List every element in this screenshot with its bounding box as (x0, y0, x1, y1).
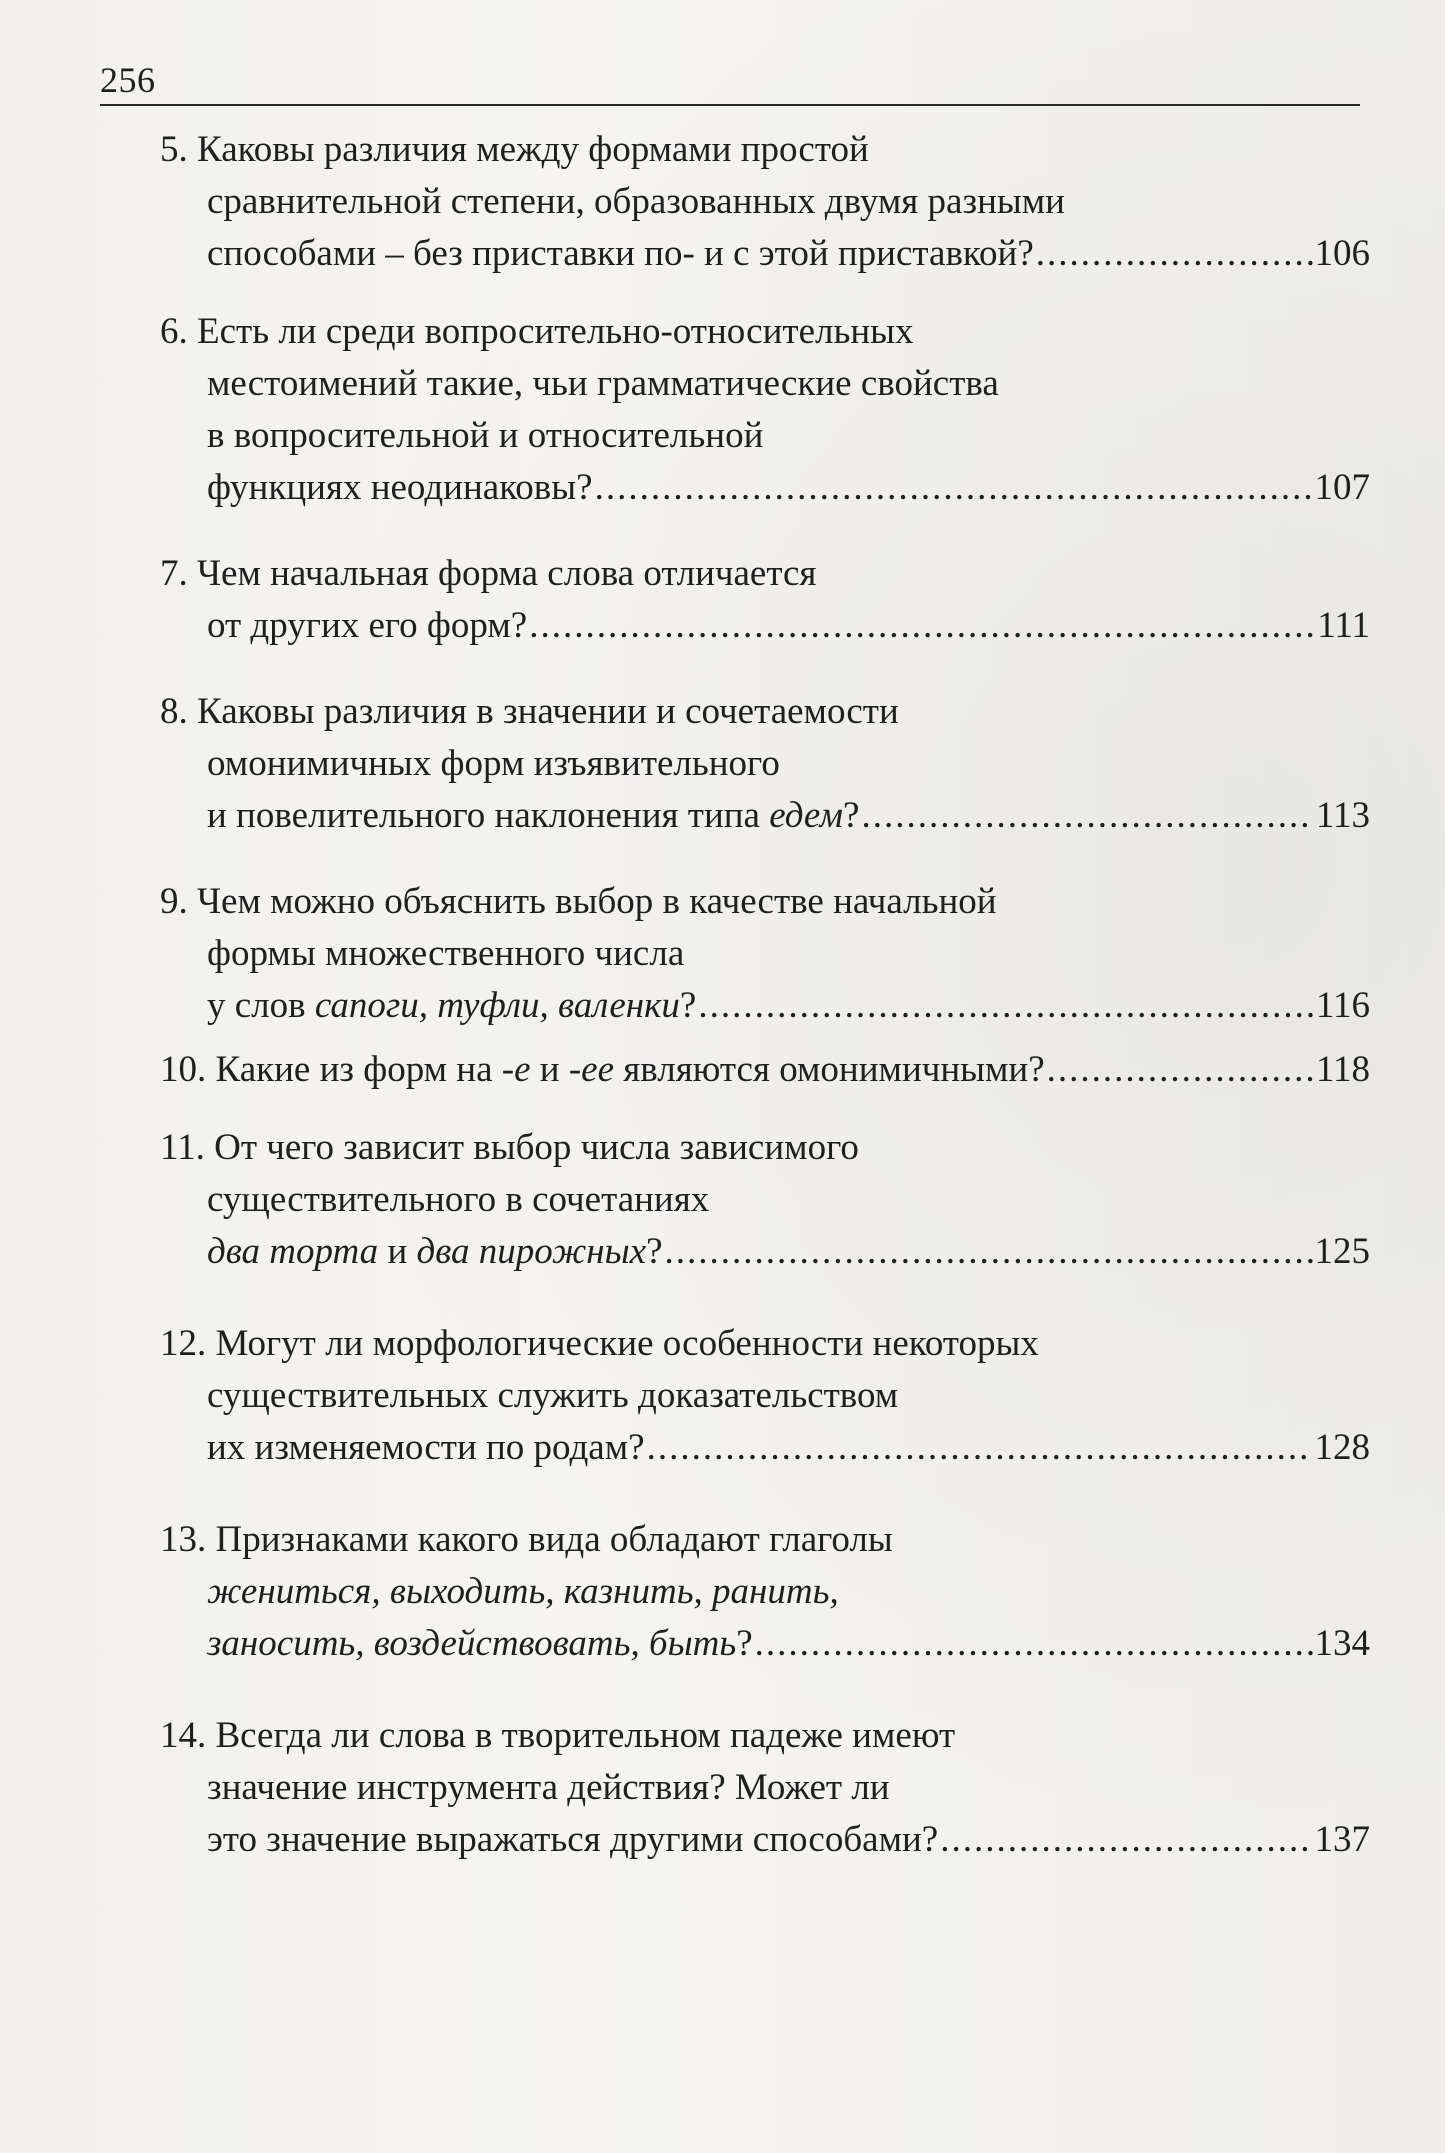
toc-page-ref: 113 (1315, 795, 1370, 836)
toc-text: ? (736, 1623, 753, 1664)
toc-example-word: жениться, выходить, казнить, ранить, (207, 1571, 839, 1612)
toc-page-ref: 118 (1315, 1049, 1370, 1090)
toc-entry-line: это значение выражаться другими способами? (207, 1819, 939, 1860)
dot-leader (755, 1618, 1313, 1670)
toc-example-word: -е (501, 1049, 531, 1090)
dot-leader (861, 790, 1313, 842)
toc-text: ? (646, 1231, 663, 1272)
toc-entry-last-line (160, 600, 1370, 652)
toc-entry (160, 306, 1370, 514)
toc-page-ref: 106 (1314, 233, 1370, 274)
toc-entry-last-line (160, 1618, 1370, 1670)
toc-entry-last-line (160, 1814, 1370, 1866)
toc-entry-line: 12. Могут ли морфологические особенности некоторых (160, 1323, 1039, 1364)
toc-entry-line: функциях неодинаковы? (207, 467, 593, 508)
toc-entry-line: 11. От чего зависит выбор числа зависимого (160, 1127, 859, 1168)
toc-entry (160, 1122, 1370, 1278)
toc-entry-line: существительного в сочетаниях (207, 1179, 710, 1220)
toc-entry-line: 8. Каковы различия в значении и сочетаемости (160, 691, 899, 732)
table-of-contents (160, 124, 1370, 1866)
toc-page-ref: 128 (1314, 1427, 1370, 1468)
dot-leader (1047, 1044, 1314, 1096)
toc-text: и (530, 1049, 569, 1090)
toc-text: ? (843, 795, 860, 836)
toc-entry-line: 9. Чем можно объяснить выбор в качестве начальной (160, 881, 997, 922)
toc-entry (160, 876, 1370, 1032)
page-header (100, 52, 1360, 106)
toc-entry-line: 5. Каковы различия между формами простой (160, 129, 869, 170)
toc-text: и (378, 1231, 417, 1272)
toc-entry-last-line (160, 790, 1370, 842)
toc-text: и повелительного наклонения типа (207, 795, 770, 836)
toc-example-word: два торта (207, 1231, 379, 1272)
toc-entry-line: 14. Всегда ли слова в творительном падеже имеют (160, 1715, 956, 1756)
toc-entry-line (160, 1044, 1045, 1096)
toc-page-ref: 111 (1317, 605, 1370, 646)
toc-entry-line: омонимичных форм изъявительного (207, 743, 780, 784)
toc-entry-line: значение инструмента действия? Может ли (207, 1767, 890, 1808)
toc-text: у слов (207, 985, 315, 1026)
toc-entry-line: в вопросительной и относительной (207, 415, 764, 456)
toc-entry-line: 6. Есть ли среди вопросительно-относительных (160, 311, 914, 352)
dot-leader (698, 980, 1314, 1032)
toc-entry (160, 548, 1370, 652)
dot-leader (1036, 228, 1313, 280)
page-number: 256 (100, 60, 156, 100)
toc-entry-line: формы множественного числа (207, 933, 685, 974)
toc-page-ref: 116 (1315, 985, 1370, 1026)
toc-entry-last-line (160, 1044, 1370, 1096)
toc-entry (160, 1710, 1370, 1866)
toc-entry-line (207, 980, 696, 1032)
dot-leader (647, 1422, 1313, 1474)
toc-example-word: едем (769, 795, 844, 836)
toc-entry-line: от других его форм? (207, 605, 528, 646)
toc-entry-last-line (160, 228, 1370, 280)
toc-page-ref: 137 (1314, 1819, 1370, 1860)
dot-leader (595, 462, 1313, 514)
toc-entry (160, 686, 1370, 842)
toc-entry-last-line (160, 1226, 1370, 1278)
toc-text: ? (679, 985, 697, 1026)
toc-entry-line: 7. Чем начальная форма слова отличается (160, 553, 817, 594)
toc-entry (160, 1514, 1370, 1670)
toc-entry-line (207, 1226, 663, 1278)
toc-entry-line (207, 1618, 753, 1670)
toc-page-ref: 107 (1314, 467, 1370, 508)
toc-entry (160, 1318, 1370, 1474)
toc-text: 10. Какие из форм на (160, 1049, 502, 1090)
toc-example-word: два пирожных (416, 1231, 647, 1272)
toc-text: являются омонимичными? (614, 1049, 1045, 1090)
toc-entry (160, 1044, 1370, 1096)
toc-entry-line (207, 790, 859, 842)
toc-entry (160, 124, 1370, 280)
dot-leader (529, 600, 1315, 652)
toc-entry-line: способами – без приставки по- и с этой приставкой? (207, 233, 1034, 274)
toc-entry-last-line (160, 980, 1370, 1032)
toc-entry-line (160, 1566, 1370, 1618)
toc-entry-line: сравнительной степени, образованных двумя разными (207, 181, 1065, 222)
toc-entry-line: 13. Признаками какого вида обладают глаголы (160, 1519, 893, 1560)
toc-page-ref: 125 (1314, 1231, 1370, 1272)
toc-example-word: сапоги, туфли, валенки (314, 985, 680, 1026)
toc-entry-line: их изменяемости по родам? (207, 1427, 645, 1468)
dot-leader (940, 1814, 1312, 1866)
toc-entry-last-line (160, 462, 1370, 514)
toc-example-word: заносить, воздействовать, быть (207, 1623, 737, 1664)
dot-leader (665, 1226, 1313, 1278)
toc-entry-line: местоимений такие, чьи грамматические свойства (207, 363, 999, 404)
toc-entry-last-line (160, 1422, 1370, 1474)
toc-page-ref: 134 (1314, 1623, 1370, 1664)
toc-example-word: -ее (568, 1049, 615, 1090)
toc-entry-line: существительных служить доказательством (207, 1375, 899, 1416)
